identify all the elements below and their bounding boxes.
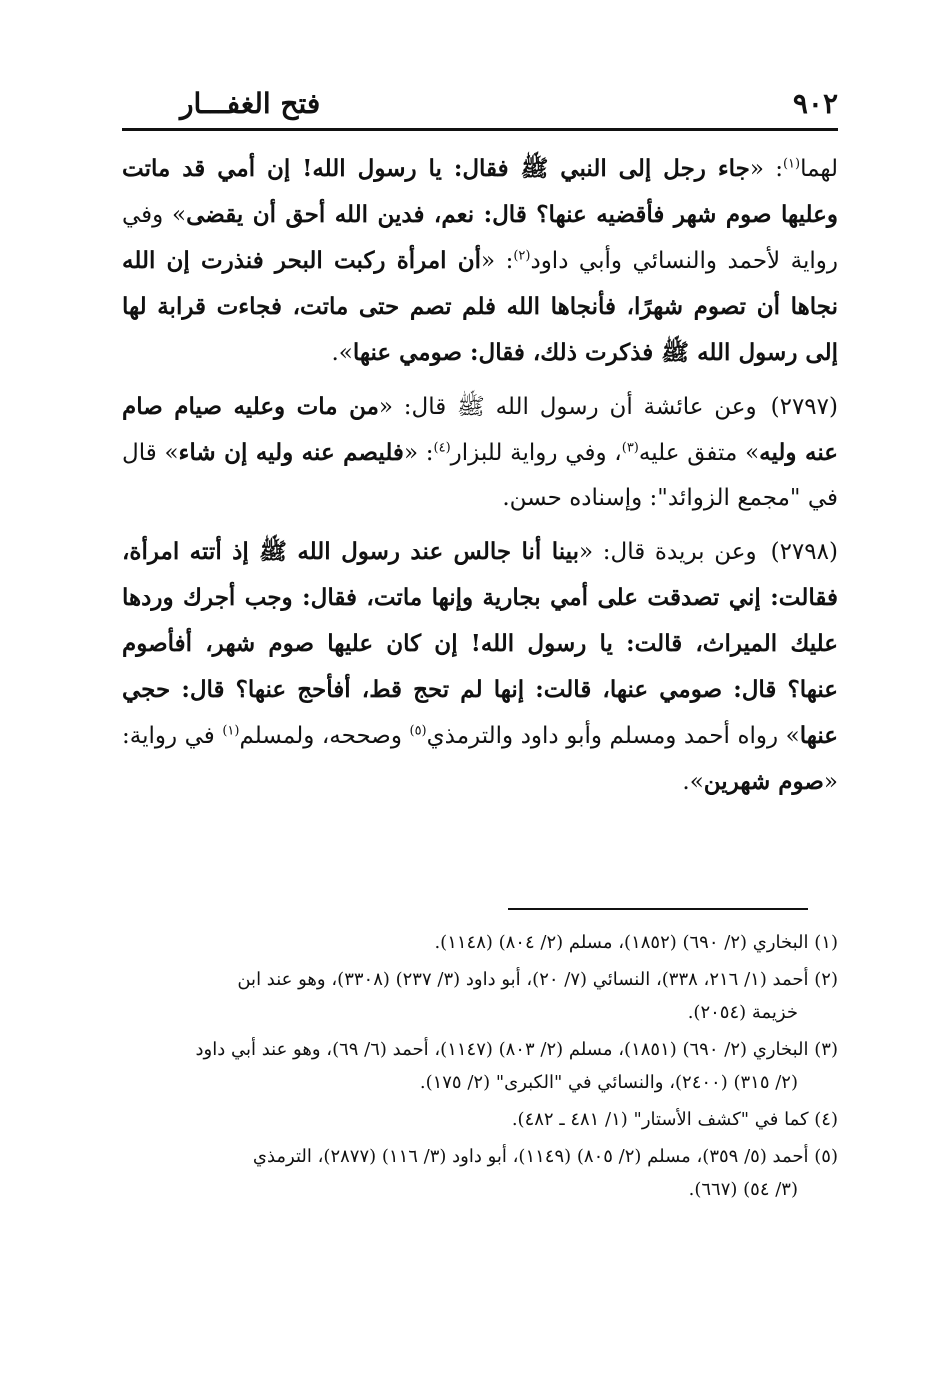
footnote-ref: (٥) xyxy=(409,723,427,739)
hadith-text: صوم شهرين xyxy=(703,768,824,795)
page-number: ٩٠٢ xyxy=(792,87,838,120)
footnote-ref: (٤) xyxy=(433,440,451,456)
text: » متفق عليه xyxy=(638,440,760,466)
footnote-2 xyxy=(122,963,838,1029)
text: وعن بريدة قال: « xyxy=(579,539,757,565)
footnote-ref: (٢) xyxy=(513,248,531,264)
text: ». xyxy=(682,769,704,795)
text: » رواه أحمد ومسلم وأبو داود والترمذي xyxy=(426,723,800,749)
hadith-number: (٢٧٩٧) xyxy=(770,394,838,420)
paragraph-continuation xyxy=(122,146,838,376)
hadith-text: جاء رجل إلى النبي ﷺ فقال: يا رسول الله! إن أمي قد ماتت وعليها صوم شهر فأقضيه عنها؟ قال: نعم، فدين الله أحق أن يقضى xyxy=(122,155,838,228)
text: وعن عائشة أن رسول الله ﷺ قال: « xyxy=(378,394,757,420)
text: » قال في "مجمع الزوائد": وإسناده حسن. xyxy=(122,440,838,511)
footnote-5 xyxy=(122,1140,838,1206)
text: : « xyxy=(749,156,783,182)
footnote-3 xyxy=(122,1033,838,1099)
running-title: فتح الغفـــار xyxy=(180,87,321,120)
hadith-text: من مات وعليه صيام صام عنه وليه xyxy=(122,393,838,466)
footnote-line-continued: (٣/ ٥٤) (٦٦٧). xyxy=(688,1179,798,1200)
footnote-ref: (١) xyxy=(222,723,240,739)
footnote-line-continued: (٢/ ٣١٥) (٢٤٠٠)، والنسائي في "الكبرى" (٢/ ١٧٥). xyxy=(419,1072,798,1093)
text: لهما xyxy=(800,156,839,182)
footnote-1 xyxy=(122,926,838,959)
footnotes xyxy=(122,926,838,1210)
text: : « xyxy=(403,440,434,466)
main-text xyxy=(122,146,838,811)
text: : « xyxy=(481,248,514,274)
text: ». xyxy=(331,340,353,366)
footnote-line-continued: خزيمة (٢٠٥٤). xyxy=(687,1002,798,1023)
hadith-text: فليصم عنه وليه إن شاء xyxy=(178,439,404,466)
header-rule xyxy=(122,128,838,131)
text: » وفي رواية لأحمد والنسائي وأبي داود xyxy=(122,202,838,274)
footnote-separator xyxy=(508,908,808,910)
footnote-line: (٥) أحمد (٥/ ٣٥٩)، مسلم (٢/ ٨٠٥) (١١٤٩)، أبو داود (٣/ ١١٦) (٢٨٧٧)، الترمذي xyxy=(252,1146,838,1167)
footnote-line: (١) البخاري (٢/ ٦٩٠) (١٨٥٢)، مسلم (٢/ ٨٠٤) (١١٤٨). xyxy=(434,932,838,953)
text: وصححه، ولمسلم xyxy=(239,723,410,749)
footnote-ref: (٣) xyxy=(621,440,639,456)
hadith-text: بينا أنا جالس عند رسول الله ﷺ إذ أتته امرأة، فقالت: إني تصدقت على أمي بجارية وإنها ماتت، فقال: وجب أجرك وردها عليك الميراث، قالت: يا رسول الله! إن كان عليها صوم شهر، أفأصوم عنها؟ قال: صومي عنها، قالت: إنها لم تحج قط، أفأحج عنها؟ قال: حجي عنها xyxy=(122,538,838,749)
text: في رواية: « xyxy=(122,723,838,795)
footnote-ref: (١) xyxy=(782,156,801,172)
hadith-2797 xyxy=(122,384,838,521)
page-header xyxy=(122,84,838,130)
hadith-number: (٢٧٩٨) xyxy=(770,539,838,565)
footnote-line: (٤) كما في "كشف الأستار" (١/ ٤٨١ ـ ٤٨٢). xyxy=(511,1109,838,1130)
footnote-line: (٣) البخاري (٢/ ٦٩٠) (١٨٥١)، مسلم (٢/ ٨٠٣) (١١٤٧)، أحمد (٦/ ٦٩)، وهو عند أبي داود xyxy=(195,1039,838,1060)
footnote-4 xyxy=(122,1103,838,1136)
hadith-2798 xyxy=(122,529,838,805)
text: ، وفي رواية للبزار xyxy=(450,440,622,466)
hadith-text: أن امرأة ركبت البحر فنذرت إن الله نجاها أن تصوم شهرًا، فأنجاها الله فلم تصم حتى ماتت، فجاءت قرابة لها إلى رسول الله ﷺ فذكرت ذلك، فقال: صومي عنها xyxy=(122,247,838,366)
footnote-line: (٢) أحمد (١/ ٢١٦، ٣٣٨)، النسائي (٧/ ٢٠)، أبو داود (٣/ ٢٣٧) (٣٣٠٨)، وهو عند ابن xyxy=(237,969,838,990)
